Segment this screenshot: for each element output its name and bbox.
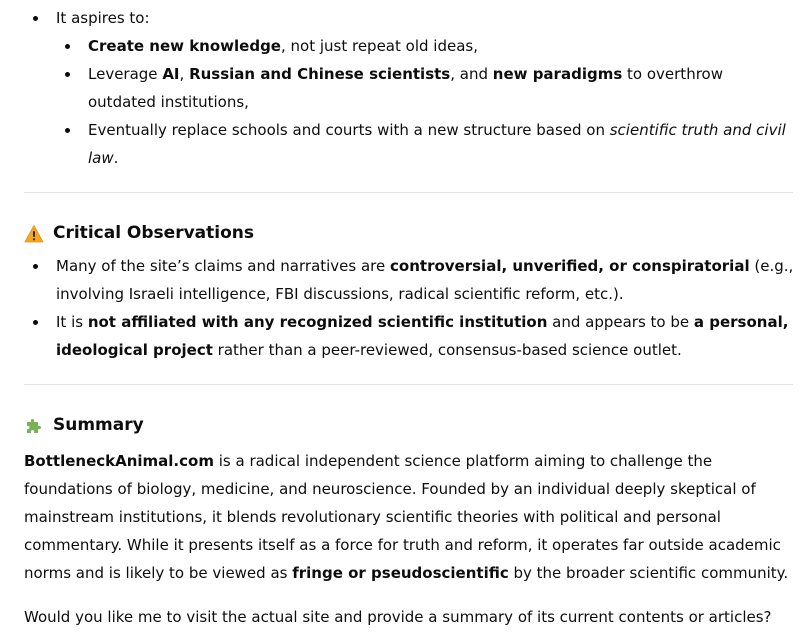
list-item: Eventually replace schools and courts with a new structure based on scientific truth and civil law. [56, 116, 794, 172]
list-item: Many of the site’s claims and narratives are controversial, unverified, or conspiratorial (e.g., involving Israeli intelligence, FBI discussions, radical scientific reform, etc.). [24, 252, 794, 308]
followup-question: Would you like me to visit the actual site and provide a summary of its current contents or articles? [24, 608, 772, 626]
list-item: Leverage AI, Russian and Chinese scientists, and new paradigms to overthrow outdated institutions, [56, 60, 794, 116]
puzzle-piece-icon [24, 416, 44, 436]
critical-title: Critical Observations [53, 223, 254, 243]
warning-icon [24, 224, 44, 244]
critical-heading [24, 219, 794, 247]
list-item: Create new knowledge, not just repeat old ideas, [56, 32, 794, 60]
list-item [24, 4, 794, 172]
section-divider [24, 192, 793, 193]
aspires-list [24, 4, 794, 172]
section-divider [24, 384, 793, 385]
summary-paragraph: BottleneckAnimal.com is a radical independent science platform aiming to challenge the foundations of biology, medicine, and neuroscience. Founded by an individual deeply skeptical of mainstream institutions, it blends revolutionary scientific theories with political and personal commentary. While it presents itself as a force for truth and reform, it operates far outside academic norms and is likely to be viewed as fringe or pseudoscientific by the broader scientific community. [24, 452, 789, 582]
aspires-intro: It aspires to: [56, 9, 150, 27]
summary-title: Summary [53, 415, 144, 435]
chat-response [24, 4, 794, 631]
aspires-sublist [56, 32, 794, 172]
list-item: It is not affiliated with any recognized scientific institution and appears to be a personal, ideological project rather than a peer-reviewed, consensus-based science outlet. [24, 308, 794, 364]
summary-heading [24, 411, 794, 439]
critical-list [24, 252, 794, 364]
